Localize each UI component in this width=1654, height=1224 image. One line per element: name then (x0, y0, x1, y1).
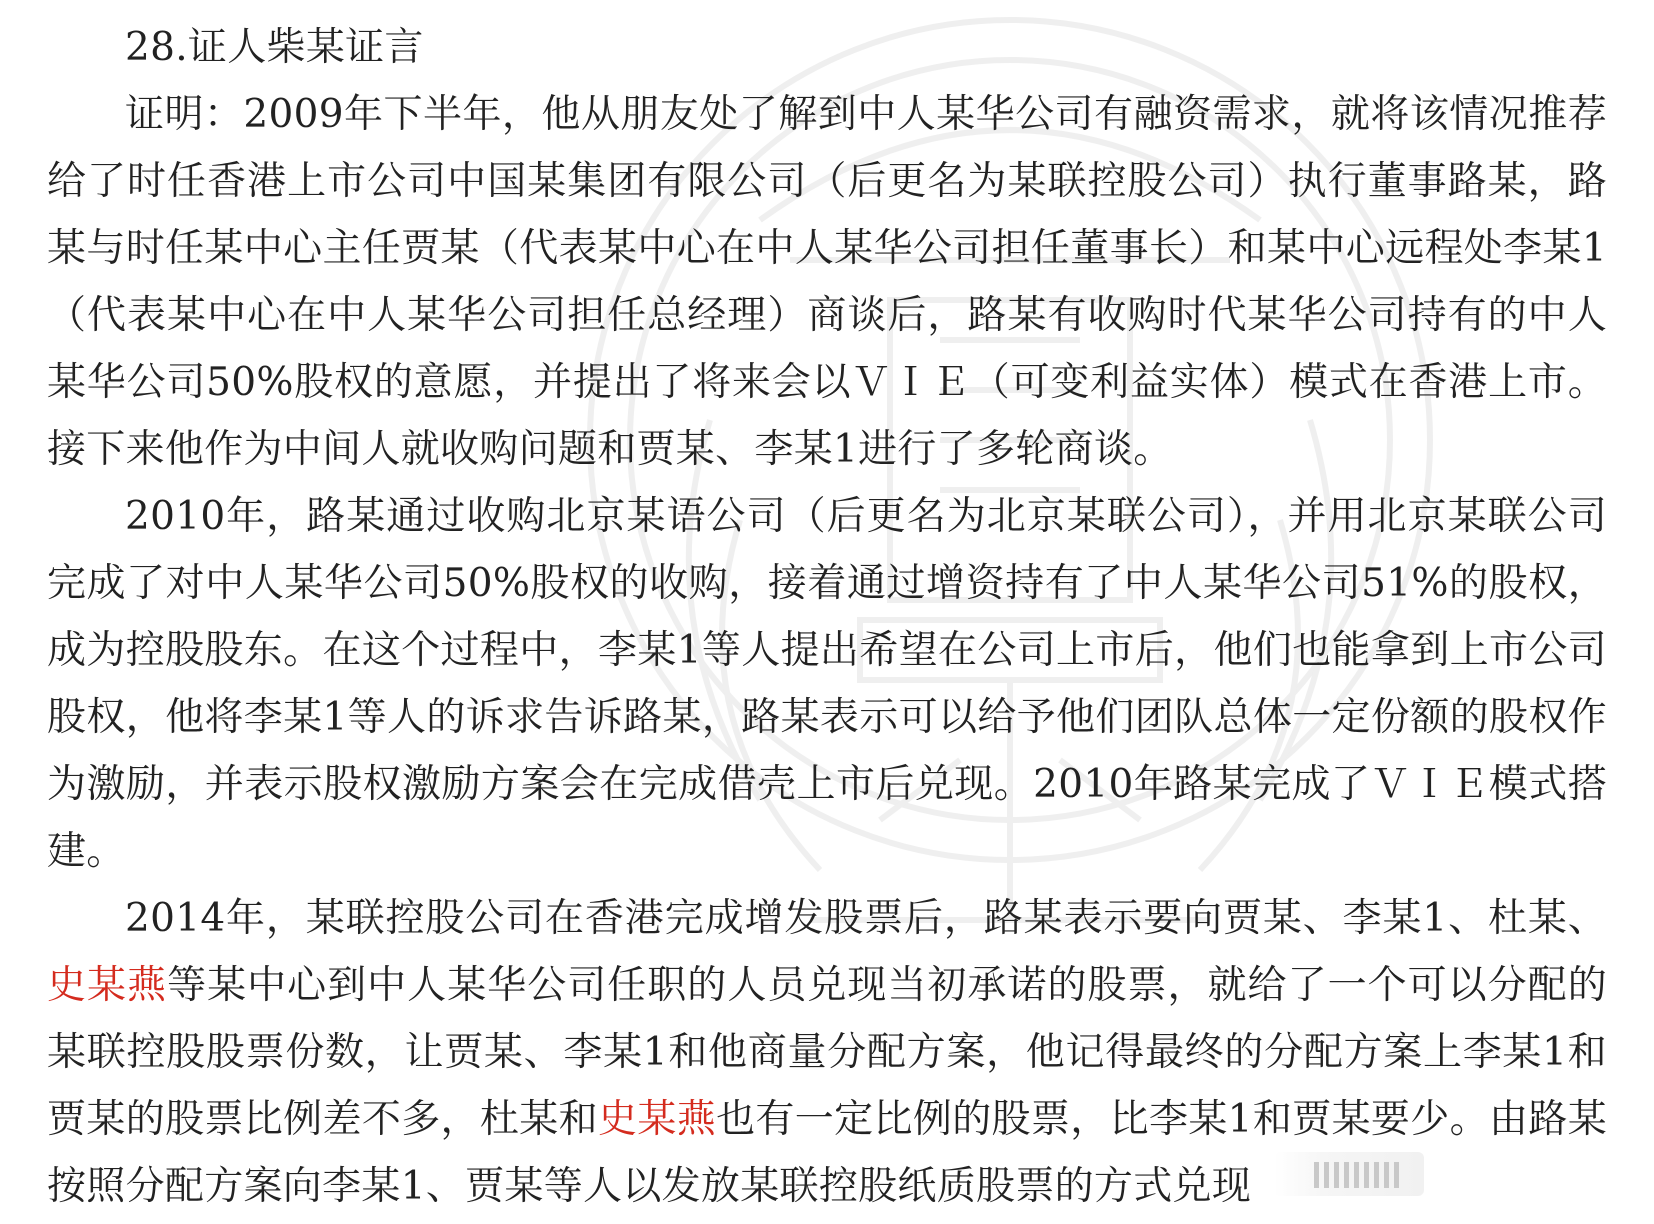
paragraph-text: 也有一定比例的股票，比李某1和贾某要少。由路某按照分配方案向李某1、贾某等人以发放某联控股纸质股票的方式兑现 (47, 1097, 1608, 1209)
highlighted-name: 史某燕 (597, 1097, 717, 1142)
paragraph-2 (47, 483, 1607, 885)
paragraph-text: 证明：2009年下半年，他从朋友处了解到中人某华公司有融资需求，就将该情况推荐给了时任香港上市公司中国某集团有限公司（后更名为某联控股公司）执行董事路某，路某与时任某中心主任贾某（代表某中心在中人某华公司担任董事长）和某中心远程处李某1（代表某中心在中人某华公司担任总经理）商谈后，路某有收购时代某华公司持有的中人某华公司50%股权的意愿，并提出了将来会以ＶＩＥ（可变利益实体）模式在香港上市。接下来他作为中间人就收购问题和贾某、李某1进行了多轮商谈。 (47, 92, 1607, 472)
paragraph-1 (47, 81, 1607, 483)
paragraph-text: 2010年，路某通过收购北京某语公司（后更名为北京某联公司），并用北京某联公司完成了对中人某华公司50%股权的收购，接着通过增资持有了中人某华公司51%的股权，成为控股股东。在这个过程中，李某1等人提出希望在公司上市后，他们也能拿到上市公司股权，他将李某1等人的诉求告诉路某，路某表示可以给予他们团队总体一定份额的股权作为激励，并表示股权激励方案会在完成借壳上市后兑现。2010年路某完成了ＶＩＥ模式搭建。 (47, 494, 1607, 874)
document-body (47, 14, 1607, 1220)
watermark-bars (1314, 1162, 1404, 1188)
highlighted-name: 史某燕 (47, 963, 168, 1008)
paragraph-text: 等某中心到中人某华公司任职的人员兑现当初承诺的股票，就给了一个可以分配的某联控股股票份数，让贾某、李某1和他商量分配方案，他记得最终的分配方案上李某1和贾某的股票比例差不多，杜某和 (47, 963, 1607, 1142)
paragraph-text: 2014年，某联控股公司在香港完成增发股票后，路某表示要向贾某、李某1、杜某、 (125, 896, 1607, 941)
section-heading: 28.证人柴某证言 (125, 25, 424, 70)
weibo-watermark-icon (1274, 1152, 1424, 1196)
